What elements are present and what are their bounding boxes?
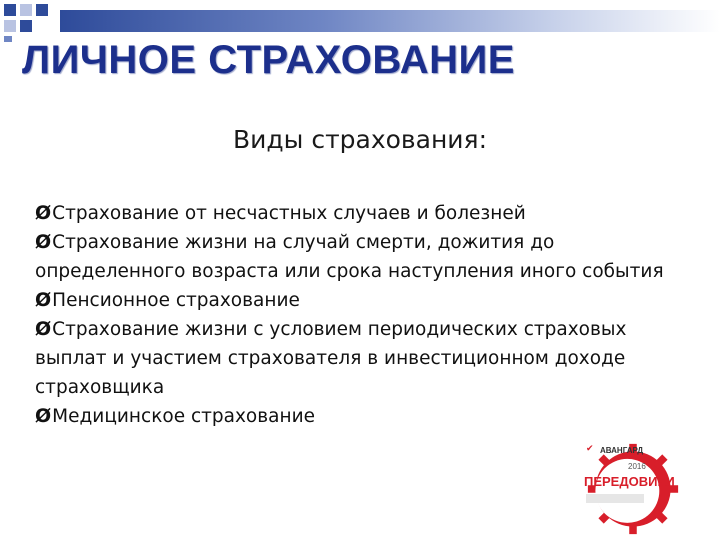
- arrow-bullet-icon: Ø: [35, 318, 52, 340]
- list-item: [35, 286, 675, 315]
- header-bar: [60, 10, 720, 32]
- list-item-text: Страхование от несчастных случаев и болезней: [52, 203, 526, 224]
- list-item: [35, 199, 675, 228]
- logo-name: ПЕРЕДОВИКИ: [584, 474, 675, 489]
- gear-icon: [586, 442, 680, 536]
- list-item: [35, 228, 675, 286]
- arrow-bullet-icon: Ø: [35, 202, 52, 224]
- list-item-text: Медицинское страхование: [52, 406, 315, 427]
- logo-brand: АВАНГАРД: [600, 446, 644, 455]
- peredoviki-logo: [578, 438, 698, 536]
- list-item-text: Страхование жизни на случай смерти, дожития до определенного возраста или срока наступления иного события: [35, 232, 664, 282]
- list-item: [35, 402, 675, 431]
- checkmark-icon: ✔: [586, 444, 594, 454]
- slide-subtitle: Виды страхования:: [232, 125, 488, 154]
- arrow-bullet-icon: Ø: [35, 231, 52, 253]
- list-item-text: Страхование жизни с условием периодических страховых выплат и участием страхователя в инвестиционном доходе страховщика: [35, 319, 627, 398]
- logo-year: 2016: [628, 462, 646, 471]
- slide-title: ЛИЧНОЕ СТРАХОВАНИЕ: [22, 38, 515, 82]
- arrow-bullet-icon: Ø: [35, 405, 52, 427]
- list-item: [35, 315, 675, 402]
- list-item-text: Пенсионное страхование: [52, 290, 300, 311]
- insurance-types-list: [35, 199, 675, 431]
- logo-strip: [586, 494, 644, 503]
- arrow-bullet-icon: Ø: [35, 289, 52, 311]
